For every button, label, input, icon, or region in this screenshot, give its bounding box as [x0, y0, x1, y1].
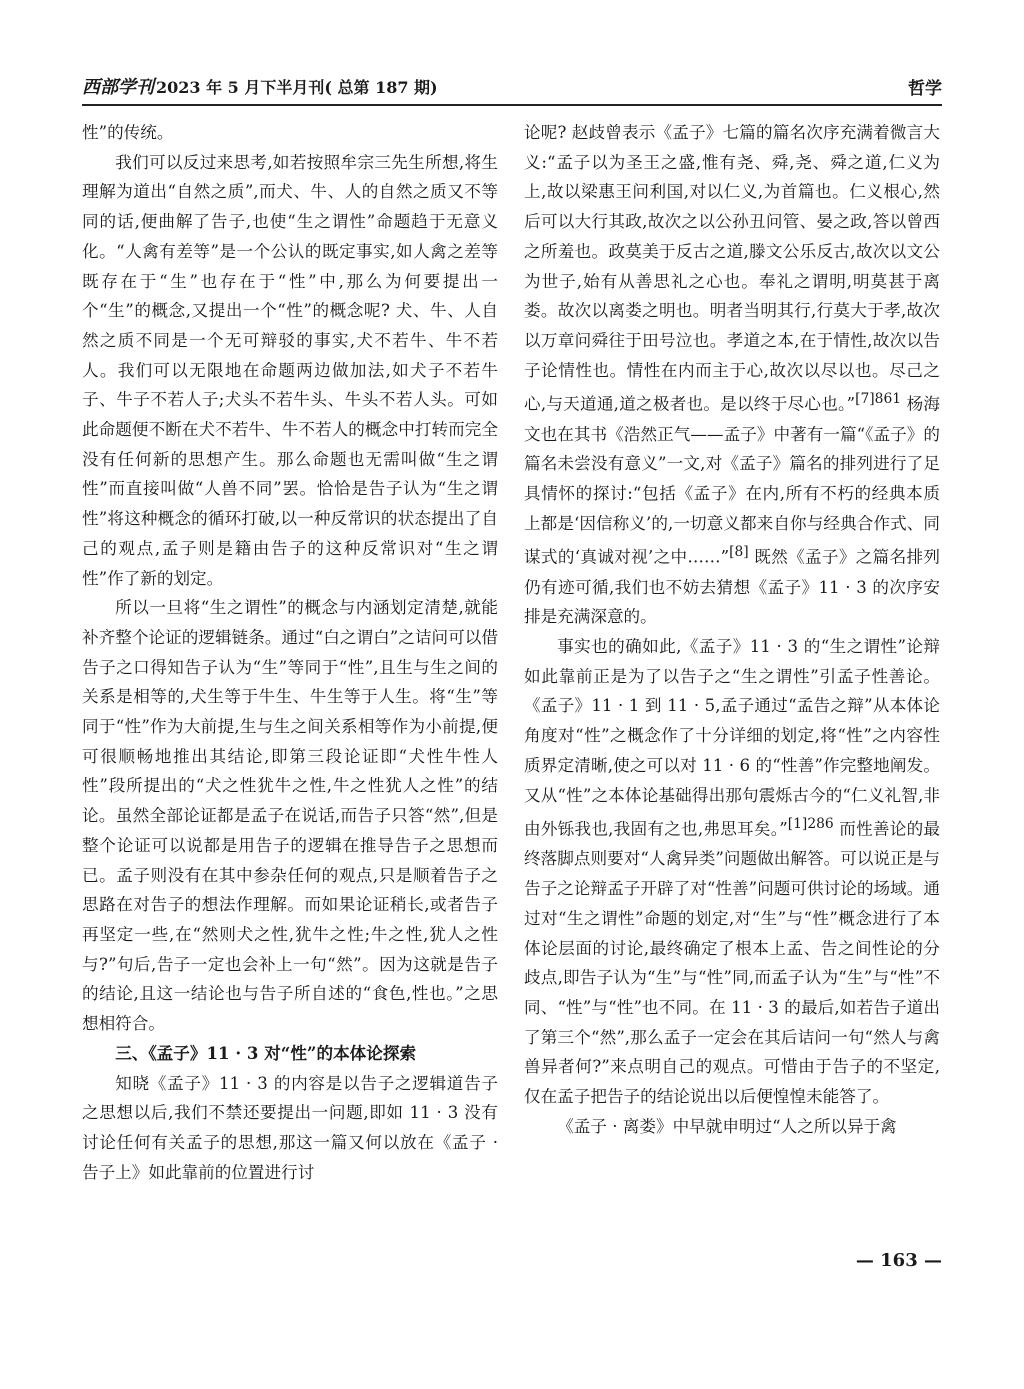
right-column — [524, 118, 940, 1142]
header-issue-line — [82, 73, 438, 99]
citation: [1]286 — [787, 816, 834, 833]
paragraph: 性”的传统。 — [82, 123, 174, 142]
paragraph — [524, 118, 940, 632]
page-number: — 163 — — [855, 1250, 942, 1271]
journal-logo: 西部学刊 — [82, 77, 154, 98]
paragraph-text: 既然《孟子》之篇名排列仍有迹可循,我们也不妨去猜想《孟子》11 · 3 的次序安排是充满深意的。 — [524, 547, 940, 627]
section-label: 哲学 — [908, 79, 942, 99]
citation: [8] — [729, 544, 749, 561]
paragraph — [524, 632, 940, 1112]
section-heading: 三、《孟子》11 · 3 对“性”的本体论探索 — [115, 1042, 417, 1063]
paragraph-text: 杨海文也在其书《浩然正气——孟子》中著有一篇“《孟子》的篇名未尝没有意义”一文,对《孟子》篇名的排列进行了足具情怀的探讨:“包括《孟子》在内,所有不朽的经典本质上都是‘因信称义’的,一切意义都来自你与经典合作式、同谋式的‘真诚对视’之中……” — [524, 394, 941, 567]
paragraph: 知晓《孟子》11 · 3 的内容是以告子之逻辑道告子之思想以后,我们不禁还要提出一问题,即如 11 · 3 没有讨论任何有关孟子的思想,那这一篇又何以放在《孟子 · 告子上》如此靠前的位置进行讨 — [82, 1073, 498, 1182]
paragraph-text: 而性善论的最终落脚点则要对“人禽异类”问题做出解答。可以说正是与告子之论辩孟子开辟了对“性善”问题可供讨论的场域。通过对“生之谓性”命题的划定,对“生”与“性”概念进行了本体论层面的讨论,最终确定了根本上孟、告之间性论的分歧点,即告子认为“生”与“性”同,而孟子认为“生”与“性”不同、“性”与“性”也不同。在 11 · 3 的最后,如若告子道出了第三个“然”,那么孟子一定会在其后诘问一句“然人与禽兽异者何?”来点明自己的观点。可惜由于告子的不坚定,仅在孟子把告子的结论说出以后便惶惶未能答了。 — [524, 819, 940, 1107]
left-column — [82, 118, 498, 1187]
paragraph: 《孟子 · 离娄》中早就申明过“人之所以异于禽 — [557, 1116, 897, 1136]
paragraph: 所以一旦将“生之谓性”的概念与内涵划定清楚,就能补齐整个论证的逻辑链条。通过“白之谓白”之诘问可以借告子之口得知告子认为“生”等同于“性”,且生与生之间的关系是相等的,犬生等于牛生、牛生等于人生。将“生”等同于“性”作为大前提,生与生之间关系相等作为小前提,便可很顺畅地推出其结论,即第三段论证即“犬性牛性人性”段所提出的“犬之性犹牛之性,牛之性犹人之性”的结论。虽然全部论证都是孟子在说话,而告子只答“然”,但是整个论证可以说都是用告子的逻辑在推导告子之思想而已。孟子则没有在其中参杂任何的观点,只是顺着告子之思路在对告子的想法作理解。而如果论证稍长,或者告子再坚定一些,在“然则犬之性,犹牛之性;牛之性,犹人之性与?”句后,告子一定也会补上一句“然”。因为这就是告子的结论,且这一结论也与告子所自述的“食色,性也。”之思想相符合。 — [82, 598, 498, 1034]
paragraph: 我们可以反过来思考,如若按照牟宗三先生所想,将生理解为道出“自然之质”,而犬、牛、人的自然之质又不等同的话,便曲解了告子,也使“生之谓性”命题趋于无意义化。“人禽有差等”是一个公认的既定事实,如人禽之差等既存在于“生”也存在于“性”中,那么为何要提出一个“生”的概念,又提出一个“性”的概念呢? 犬、牛、人自然之质不同是一个无可辩驳的事实,犬不若牛、牛不若人。我们可以无限地在命题两边做加法,如犬子不若牛子、牛子不若人子;犬头不若牛头、牛头不若人头。可如此命题便不断在犬不若牛、牛不若人的概念中打转而完全没有任何新的思想产生。那么命题也无需叫做“生之谓性”而直接叫做“人兽不同”罢。恰恰是告子认为“生之谓性”将这种概念的循环打破,以一种反常识的状态提出了自己的观点,孟子则是籍由告子的这种反常识对“生之谓性”作了新的划定。 — [82, 152, 498, 588]
paragraph-text: 论呢? 赵歧曾表示《孟子》七篇的篇名次序充满着微言大义:“孟子以为圣王之盛,惟有尧、舜,尧、舜之道,仁义为上,故以梁惠王问利国,对以仁义,为首篇也。仁义根心,然后可以大行其政,故次之以公孙丑问管、晏之政,答以曾西之所羞也。政莫美于反古之道,滕文公乐反古,故次以文公为世子,始有从善思礼之心也。奉礼之谓明,明莫甚于离娄。故次以离娄之明也。明者当明其行,行莫大于孝,故次以万章问舜往于田号泣也。孝道之本,在于情性,故次以告子论情性也。情性在内而主于心,故次以尽以也。尽己之心,与天道通,道之极者也。是以终于尽心也。” — [524, 123, 940, 414]
paragraph-text: 事实也的确如此,《孟子》11 · 3 的“生之谓性”论辩如此靠前正是为了以告子之“生之谓性”引孟子性善论。《孟子》11 · 1 到 11 · 5,孟子通过“孟告之辩”从本体论角度对“性”之概念作了十分详细的划定,将“性”之内容性质界定清晰,使之可以对 11 · 6 的“性善”作完整地阐发。又从“性”之本体论基础得出那句震烁古今的“仁义礼智,非由外铄我也,我固有之也,弗思耳矣。” — [524, 637, 940, 839]
page-header — [82, 74, 942, 106]
issue-info: 2023 年 5 月下半月刊( 总第 187 期) — [156, 78, 438, 97]
citation: [7]861 — [855, 391, 902, 408]
